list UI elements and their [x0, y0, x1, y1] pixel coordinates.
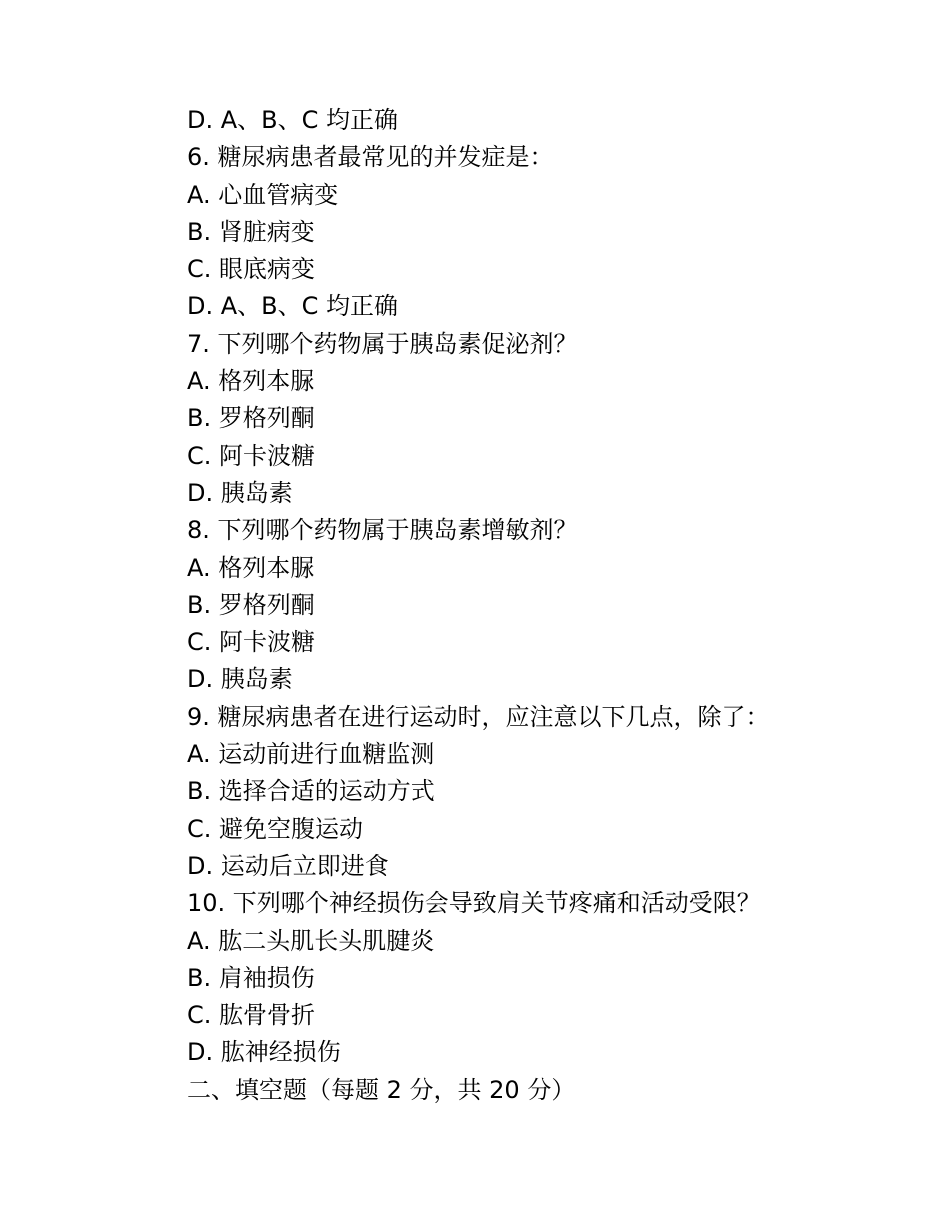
option-c-q7: C. 阿卡波糖 — [187, 441, 316, 470]
option-c-q10: C. 肱骨骨折 — [187, 1001, 316, 1030]
option-a-q9: A. 运动前进行血糖监测 — [187, 740, 435, 769]
option-d-q10: D. 肱神经损伤 — [187, 1038, 341, 1067]
question-7: 7. 下列哪个药物属于胰岛素促泌剂？ — [187, 329, 578, 358]
option-a-q6: A. 心血管病变 — [187, 180, 339, 209]
option-a-q8: A. 格列本脲 — [187, 553, 315, 582]
option-d-q8: D. 胰岛素 — [187, 665, 293, 694]
option-d-q5: D. A、B、C 均正确 — [187, 106, 399, 134]
question-10: 10. 下列哪个神经损伤会导致肩关节疼痛和活动受限？ — [187, 889, 761, 918]
option-b-q9: B. 选择合适的运动方式 — [187, 777, 435, 806]
option-d-q9: D. 运动后立即进食 — [187, 851, 389, 880]
question-list — [187, 102, 867, 1109]
question-6: 6. 糖尿病患者最常见的并发症是： — [187, 143, 554, 172]
option-b-q6: B. 肾脏病变 — [187, 217, 315, 246]
option-b-q10: B. 肩袖损伤 — [187, 963, 315, 992]
option-a-q10: A. 肱二头肌长头肌腱炎 — [187, 926, 435, 955]
option-c-q9: C. 避免空腹运动 — [187, 814, 364, 843]
question-9: 9. 糖尿病患者在进行运动时，应注意以下几点，除了： — [187, 702, 770, 731]
option-a-q7: A. 格列本脲 — [187, 367, 315, 396]
option-b-q8: B. 罗格列酮 — [187, 590, 315, 619]
option-d-q7: D. 胰岛素 — [187, 478, 293, 507]
option-c-q8: C. 阿卡波糖 — [187, 628, 316, 657]
question-8: 8. 下列哪个药物属于胰岛素增敏剂？ — [187, 516, 578, 545]
option-d-q6: D. A、B、C 均正确 — [187, 292, 399, 321]
option-c-q6: C. 眼底病变 — [187, 255, 316, 284]
option-b-q7: B. 罗格列酮 — [187, 404, 315, 433]
section-heading-fill-in: 二、填空题（每题 2 分，共 20 分） — [187, 1075, 576, 1104]
